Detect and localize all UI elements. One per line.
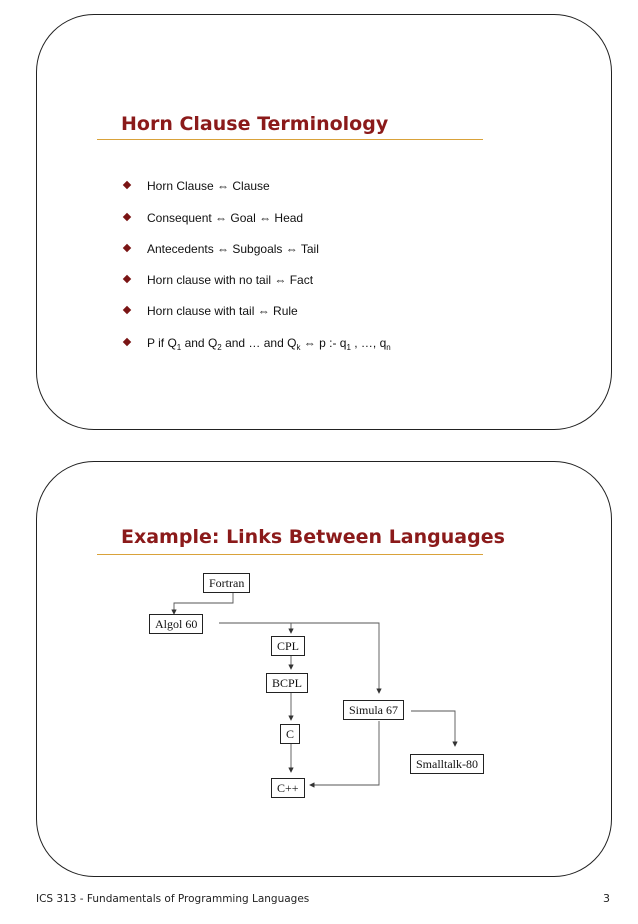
node-simula-67: Simula 67 — [343, 700, 404, 720]
diamond-bullet-icon — [123, 306, 131, 314]
diamond-bullet-icon — [123, 338, 131, 346]
diamond-bullet-icon — [123, 275, 131, 283]
edge-simula-cpp — [310, 721, 379, 785]
title-underline — [97, 139, 483, 140]
edge-simula-smalltalk — [411, 711, 455, 746]
diagram-edges — [37, 462, 613, 878]
diamond-bullet-icon — [123, 181, 131, 189]
slide-title: Example: Links Between Languages — [121, 526, 505, 548]
node-c: C — [280, 724, 300, 744]
slide-language-links — [36, 461, 612, 877]
diamond-bullet-icon — [123, 213, 131, 221]
node-fortran: Fortran — [203, 573, 250, 593]
node-algol-60: Algol 60 — [149, 614, 203, 634]
horn-clause-formula: P if $Q_1$ and $Q_2$ and … and $Q_k$ ⇔ p :- $q_1$ , …, $q_n$ — [147, 336, 391, 352]
slide-title: Horn Clause Terminology — [121, 113, 389, 135]
footer-course-title: ICS 313 - Fundamentals of Programming Languages — [36, 893, 310, 905]
diamond-bullet-icon — [123, 244, 131, 252]
edge-fortran-algol — [174, 592, 233, 614]
node-cpp: C++ — [271, 778, 305, 798]
node-bcpl: BCPL — [266, 673, 308, 693]
edge-algol-cpl — [219, 623, 291, 633]
node-smalltalk-80: Smalltalk-80 — [410, 754, 484, 774]
page-number: 3 — [603, 892, 610, 905]
slide-horn-clause: Horn Clause Terminology Horn Clause ⇔ Clause Consequent ⇔ Goal ⇔ Head Antecedents ⇔ Subgoals ⇔ Tail Horn clause with no tail ⇔ Fact Horn clause with tail ⇔ Rule P if $Q_1$ and $Q_2$ and … and $Q_k$ ⇔ p :- $q_1$ , …, $q_n$ — [36, 14, 612, 430]
node-cpl: CPL — [271, 636, 305, 656]
